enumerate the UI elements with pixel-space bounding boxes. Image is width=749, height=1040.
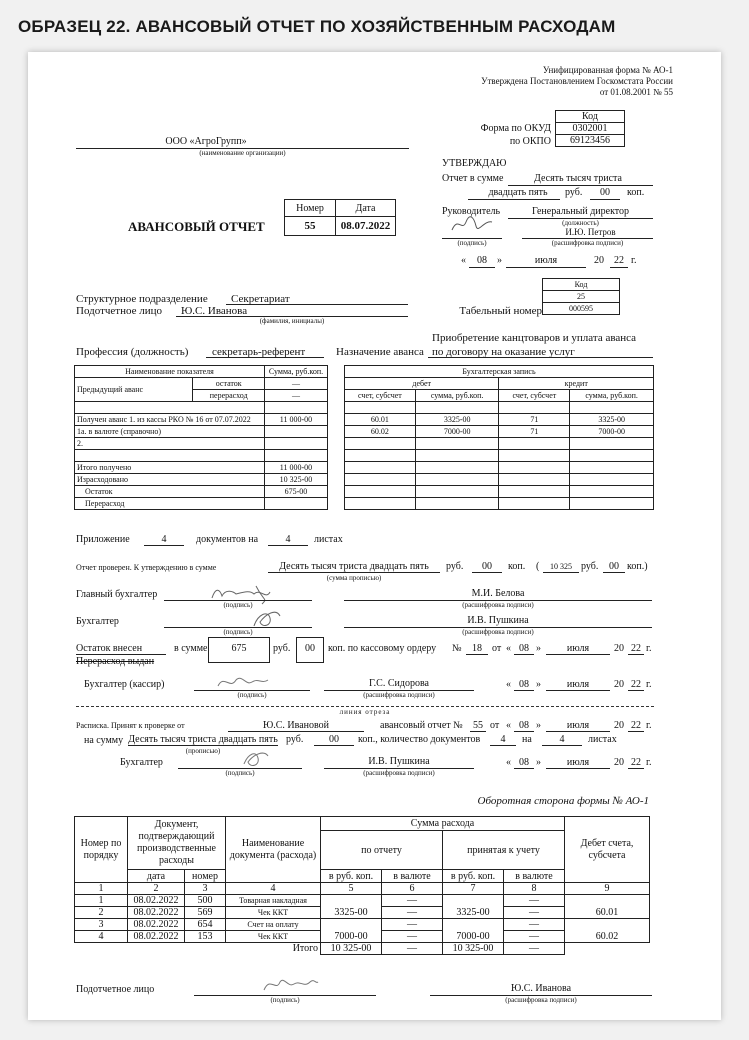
receipt-acc-name: И.В. Пушкина — [368, 756, 430, 767]
rest-rub: руб. — [273, 643, 291, 654]
h-report: по отчету — [321, 831, 443, 870]
receipt-rub: руб. — [286, 734, 304, 745]
receipt-words: Десять тысяч триста двадцать пять — [128, 734, 278, 745]
h-accepted: принятая к учету — [443, 831, 565, 870]
receipt-year-2: 22 — [631, 757, 641, 768]
reverse-title: Оборотная сторона формы № АО-1 — [477, 795, 649, 807]
form-line-2: Утверждена Постановлением Госкомстата России — [481, 76, 673, 86]
receipt-q1: « — [506, 720, 511, 731]
rest-y20: 20 — [614, 643, 624, 654]
rt-cell: 7000-00 — [570, 426, 654, 438]
receipt-g: г. — [646, 720, 652, 731]
rest-rub-value: 675 — [231, 643, 247, 654]
attach-label: Приложение — [76, 534, 130, 545]
lt-pererashod: перерасход — [193, 390, 265, 402]
cell: Товарная накладная — [226, 895, 321, 907]
rt-debet: дебет — [345, 378, 499, 390]
rest-year: 22 — [631, 643, 641, 654]
lt-row-value — [264, 426, 327, 438]
table-row — [75, 438, 328, 450]
chief-name: М.И. Белова — [471, 588, 525, 599]
col-num: 7 — [443, 883, 504, 895]
lt-row-label: Получен аванс 1. из кассы РКО № 16 от 07.07.2022 — [75, 414, 265, 426]
cell: 500 — [185, 895, 226, 907]
footer-signature — [260, 974, 320, 996]
advance-summary-table — [74, 365, 328, 510]
cashier-g: г. — [646, 679, 652, 690]
okud-label: Форма по ОКУД — [480, 123, 551, 134]
lt-ostatok: остаток — [193, 378, 265, 390]
h-no: номер — [185, 870, 226, 883]
org-caption: (наименование организации) — [199, 149, 286, 157]
col-num: 4 — [226, 883, 321, 895]
chief-label: Главный бухгалтер — [76, 589, 158, 600]
rt-cell: 7000-00 — [415, 426, 499, 438]
receipt-year: 22 — [631, 720, 641, 731]
lt-prev: Предыдущий аванс — [75, 378, 193, 402]
rest-label-2: Перерасход выдан — [76, 656, 155, 667]
approve-y20: 20 — [594, 255, 604, 266]
dept-value: Секретариат — [231, 293, 290, 305]
receipt-decode-caption: (расшифровка подписи) — [363, 769, 435, 777]
receipt-kop-value: 00 — [329, 734, 339, 745]
cashier-signature — [212, 672, 272, 692]
cell: 4 — [75, 931, 128, 943]
check-kop-value: 00 — [482, 561, 492, 572]
attach-count: 4 — [161, 534, 167, 545]
accountant-decode-caption: (расшифровка подписи) — [462, 628, 534, 636]
approve-year: 22 — [614, 255, 624, 266]
lt-row-label: Остаток — [75, 486, 265, 498]
h-doc: Документ, подтверждающий производственные расходы — [128, 817, 226, 870]
approve-kop: коп. — [627, 187, 645, 198]
cell: 7000-00 — [321, 919, 382, 943]
total-dash-1: — — [382, 943, 443, 955]
check-label: Отчет проверен. К утверждению в сумме — [76, 563, 217, 572]
accountant-label: Бухгалтер — [76, 616, 119, 627]
cell: — — [504, 895, 565, 907]
cell: 153 — [185, 931, 226, 943]
receipt-month: июля — [566, 720, 590, 731]
tab-label: Табельный номер — [459, 305, 542, 317]
lt-h2: Сумма, руб.коп. — [264, 366, 327, 378]
total-label: Итого — [75, 943, 321, 955]
rest-q1: « — [506, 643, 511, 654]
prof-label: Профессия (должность) — [76, 346, 189, 358]
rt-title: Бухгалтерская запись — [345, 366, 654, 378]
approve-month: июля — [534, 255, 558, 266]
check-kop-2: коп.) — [627, 561, 648, 572]
cell: — — [504, 931, 565, 943]
okpo-label: по ОКПО — [509, 136, 551, 147]
lt-row-label: 1а. в валюте (справочно) — [75, 426, 265, 438]
h-rub-1: в руб. коп. — [321, 870, 382, 883]
cell: 3325-00 — [321, 895, 382, 919]
head-position: Генеральный директор — [531, 206, 630, 217]
col-num: 2 — [128, 883, 185, 895]
cashier-month: июля — [566, 679, 590, 690]
rt-cell: 60.02 — [345, 426, 416, 438]
rest-q2: » — [536, 643, 541, 654]
advance-report-form — [28, 52, 721, 1020]
tab-number: 000595 — [543, 303, 620, 315]
attach-sheets-count: 4 — [285, 534, 291, 545]
receipt-q2: » — [536, 720, 541, 731]
h-cur-2: в валюте — [504, 870, 565, 883]
cut-label: линия отреза — [339, 708, 391, 716]
approve-date-q1: « — [461, 255, 466, 266]
receipt-label: Расписка. Принят к проверке от — [76, 721, 185, 730]
footer-name: Ю.С. Иванова — [510, 983, 572, 994]
cell: — — [382, 919, 443, 931]
rt-summa: сумма, руб.коп. — [415, 390, 499, 402]
lt-row-value — [264, 438, 327, 450]
cashier-day: 08 — [519, 679, 529, 690]
lt-pererashod-val: — — [264, 390, 327, 402]
check-paren: ( — [536, 561, 540, 572]
okud-code-table — [555, 110, 625, 147]
cell: 60.01 — [565, 895, 650, 919]
position-caption: (должность) — [562, 219, 599, 227]
total-1: 10 325-00 — [321, 943, 382, 955]
lt-row-value: 11 000-00 — [264, 462, 327, 474]
approve-rub: руб. — [565, 187, 583, 198]
receipt-words-caption: (прописью) — [185, 747, 221, 755]
cashier-q2: » — [536, 679, 541, 690]
receipt-acc-label: Бухгалтер — [120, 757, 163, 768]
h-rub-2: в руб. коп. — [443, 870, 504, 883]
rest-month: июля — [566, 643, 590, 654]
check-rub-2: руб. — [581, 561, 599, 572]
cell: 08.02.2022 — [128, 907, 185, 919]
lt-row-value — [264, 498, 327, 510]
table-row — [345, 426, 654, 438]
approve-kop-value: 00 — [600, 187, 610, 198]
rest-ot: от — [492, 643, 502, 654]
receipt-ot: от — [490, 720, 500, 731]
total-dash-2: — — [504, 943, 565, 955]
person-label: Подотчетное лицо — [76, 305, 163, 317]
head-sign-caption: (подпись) — [457, 239, 487, 247]
receipt-kop-label: коп., количество документов — [358, 734, 481, 745]
table-row — [75, 498, 328, 510]
rest-order-label: коп. по кассовому ордеру — [328, 643, 437, 654]
cell: — — [382, 895, 443, 907]
footer-sign-caption: (подпись) — [270, 996, 300, 1004]
total-row — [75, 943, 650, 955]
accounting-entry-table — [344, 365, 654, 510]
receipt-report-label: авансовый отчет № — [380, 720, 463, 731]
cell: 3325-00 — [443, 895, 504, 919]
cell: — — [504, 907, 565, 919]
col-num: 6 — [382, 883, 443, 895]
cashier-q1: « — [506, 679, 511, 690]
check-words: Десять тысяч триста двадцать пять — [279, 561, 429, 572]
lt-row-value: 675-00 — [264, 486, 327, 498]
rt-cell: 3325-00 — [415, 414, 499, 426]
approve-day: 08 — [477, 255, 487, 266]
head-decode-caption: (расшифровка подписи) — [551, 239, 624, 247]
rt-cell: 60.01 — [345, 414, 416, 426]
rt-cell: 71 — [499, 426, 570, 438]
rt-cell: 3325-00 — [570, 414, 654, 426]
rest-label-1: Остаток внесен — [76, 643, 143, 654]
lt-row-label: Израсходовано — [75, 474, 265, 486]
cashier-decode-caption: (расшифровка подписи) — [363, 691, 435, 699]
col-num: 9 — [565, 883, 650, 895]
col-num: 1 — [75, 883, 128, 895]
receipt-sheets-count: 4 — [559, 734, 565, 745]
cell: 1 — [75, 895, 128, 907]
receipt-day-2: 08 — [519, 757, 529, 768]
rt-schet: счет, субсчет — [345, 390, 416, 402]
rest-g: г. — [646, 643, 652, 654]
expense-table — [74, 816, 650, 955]
rest-day: 08 — [519, 643, 529, 654]
cell: 3 — [75, 919, 128, 931]
head-name: И.Ю. Петров — [565, 227, 616, 237]
cell: 08.02.2022 — [128, 895, 185, 907]
table-row — [75, 450, 328, 462]
lt-row-label: Итого получено — [75, 462, 265, 474]
cell: — — [382, 907, 443, 919]
cell: 569 — [185, 907, 226, 919]
approve-sum-words-2: двадцать пять — [488, 187, 548, 198]
head-label: Руководитель — [442, 206, 501, 217]
receipt-signature — [238, 746, 278, 770]
receipt-docs: 4 — [500, 734, 506, 745]
lt-row-label — [75, 450, 265, 462]
head-signature — [448, 212, 498, 236]
accountant-sign-caption: (подпись) — [223, 628, 253, 636]
receipt-sum-label: на сумму — [84, 735, 124, 746]
form-line-1: Унифицированная форма № АО-1 — [542, 65, 673, 75]
dept-code: 25 — [543, 291, 620, 303]
cell: Чек ККТ — [226, 907, 321, 919]
cashier-year: 22 — [631, 679, 641, 690]
attach-sheets: листах — [314, 534, 343, 545]
person-value: Ю.С. Иванова — [181, 305, 248, 317]
approve-g: г. — [631, 255, 637, 266]
cell: Счет на оплату — [226, 919, 321, 931]
report-title: АВАНСОВЫЙ ОТЧЕТ — [128, 219, 265, 234]
check-kop-value-2: 00 — [609, 561, 619, 572]
col-num: 8 — [504, 883, 565, 895]
person-caption: (фамилия, инициалы) — [259, 317, 325, 325]
cut-line — [76, 706, 654, 707]
cell: Чек ККТ — [226, 931, 321, 943]
receipt-day: 08 — [519, 720, 529, 731]
chief-decode-caption: (расшифровка подписи) — [462, 601, 534, 609]
h-name: Наименование документа (расхода) — [226, 817, 321, 883]
attach-docs: документов на — [196, 534, 259, 545]
receipt-month-2: июля — [566, 757, 590, 768]
report-date: 08.07.2022 — [336, 217, 396, 236]
cashier-sign-caption: (подпись) — [237, 691, 267, 699]
unit-kod-header: Код — [543, 279, 620, 291]
lt-row-label: 2. — [75, 438, 265, 450]
receipt-q1-2: « — [506, 757, 511, 768]
okud-code: 0302001 — [556, 123, 625, 135]
report-number: 55 — [285, 217, 336, 236]
table-row — [75, 895, 650, 907]
cell: — — [504, 919, 565, 931]
cell: 60.02 — [565, 919, 650, 943]
lt-row-value: 10 325-00 — [264, 474, 327, 486]
cell: 654 — [185, 919, 226, 931]
receipt-sheets: листах — [588, 734, 617, 745]
chief-sign-caption: (подпись) — [223, 601, 253, 609]
receipt-g-2: г. — [646, 757, 652, 768]
cashier-name: Г.С. Сидорова — [369, 678, 429, 689]
table-row — [75, 462, 328, 474]
rt-schet: счет, субсчет — [499, 390, 570, 402]
rt-summa: сумма, руб.коп. — [570, 390, 654, 402]
h-debet: Дебет счета, субсчета — [565, 817, 650, 883]
kod-header: Код — [556, 111, 625, 123]
dept-label: Структурное подразделение — [76, 293, 208, 305]
rest-kop-value: 00 — [305, 643, 315, 654]
cell: — — [382, 931, 443, 943]
approve-sum-words-1: Десять тысяч триста — [534, 173, 622, 184]
rt-kredit: кредит — [499, 378, 654, 390]
rt-cell: 71 — [499, 414, 570, 426]
okpo-code: 69123456 — [556, 135, 625, 147]
check-kop: коп. — [508, 561, 526, 572]
lt-h1: Наименование показателя — [75, 366, 265, 378]
receipt-na: на — [522, 734, 532, 745]
page-header: ОБРАЗЕЦ 22. АВАНСОВЫЙ ОТЧЕТ ПО ХОЗЯЙСТВЕННЫМ РАСХОДАМ — [18, 17, 616, 36]
date-label: Дата — [336, 200, 396, 217]
footer-label: Подотчетное лицо — [76, 984, 155, 995]
form-line-3: от 01.08.2001 № 55 — [599, 87, 673, 97]
receipt-y20-2: 20 — [614, 757, 624, 768]
receipt-from: Ю.С. Ивановой — [262, 720, 330, 731]
accountant-name: И.В. Пушкина — [467, 615, 529, 626]
cell: 2 — [75, 907, 128, 919]
lt-row-value: 11 000-00 — [264, 414, 327, 426]
prof-value: секретарь-референт — [212, 346, 306, 358]
approve-title: УТВЕРЖДАЮ — [442, 158, 507, 169]
total-2: 10 325-00 — [443, 943, 504, 955]
cashier-label: Бухгалтер (кассир) — [84, 679, 165, 690]
h-cur-1: в валюте — [382, 870, 443, 883]
h-num: Номер по порядку — [75, 817, 128, 883]
table-row — [75, 426, 328, 438]
purpose-line-2: по договору на оказание услуг — [432, 346, 575, 358]
rest-order-no: 18 — [472, 643, 482, 654]
rest-in-sum: в сумме — [174, 643, 208, 654]
cell: 08.02.2022 — [128, 919, 185, 931]
table-row — [75, 414, 328, 426]
receipt-q2-2: » — [536, 757, 541, 768]
cell: 08.02.2022 — [128, 931, 185, 943]
col-num: 3 — [185, 883, 226, 895]
table-row — [345, 414, 654, 426]
purpose-label: Назначение аванса — [336, 346, 424, 358]
approve-date-q2: » — [497, 255, 502, 266]
purpose-line-1: Приобретение канцтоваров и уплата аванса — [432, 332, 637, 344]
approve-sum-label: Отчет в сумме — [442, 173, 504, 184]
cashier-y20: 20 — [614, 679, 624, 690]
cell: 7000-00 — [443, 919, 504, 943]
footer-decode-caption: (расшифровка подписи) — [505, 996, 577, 1004]
rest-no: № — [452, 643, 462, 654]
h-sum: Сумма расхода — [321, 817, 565, 831]
report-number-table — [284, 199, 396, 236]
table-row — [75, 474, 328, 486]
receipt-no: 55 — [473, 720, 483, 731]
receipt-y20: 20 — [614, 720, 624, 731]
org-name: ООО «АгроГрупп» — [165, 136, 247, 147]
h-date: дата — [128, 870, 185, 883]
table-row — [75, 919, 650, 931]
unit-code-table — [542, 278, 620, 315]
receipt-sign-caption: (подпись) — [225, 769, 255, 777]
check-words-caption: (сумма прописью) — [326, 574, 382, 582]
table-row — [75, 486, 328, 498]
lt-row-value — [264, 450, 327, 462]
check-rub: руб. — [446, 561, 464, 572]
check-num: 10 325 — [550, 562, 572, 571]
lt-row-label: Перерасход — [75, 498, 265, 510]
lt-ostatok-val: — — [264, 378, 327, 390]
col-num: 5 — [321, 883, 382, 895]
number-label: Номер — [285, 200, 336, 217]
